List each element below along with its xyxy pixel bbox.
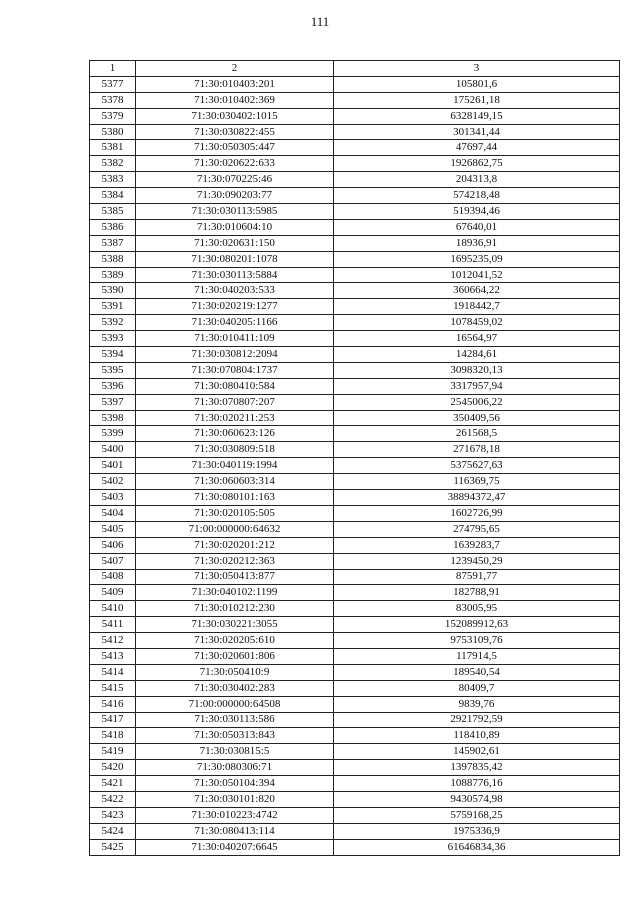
row-number-cell: 5408	[90, 569, 136, 585]
table-row	[90, 283, 620, 299]
cadastral-number-cell: 71:30:020601:806	[136, 648, 334, 664]
table-row	[90, 521, 620, 537]
row-number-cell: 5401	[90, 458, 136, 474]
value-cell: 1012041,52	[334, 267, 620, 283]
row-number-cell: 5417	[90, 712, 136, 728]
row-number-cell: 5418	[90, 728, 136, 744]
row-number-cell: 5410	[90, 601, 136, 617]
cadastral-number-cell: 71:30:050104:394	[136, 776, 334, 792]
table-row	[90, 664, 620, 680]
table-row	[90, 585, 620, 601]
value-cell: 189540,54	[334, 664, 620, 680]
cadastral-number-cell: 71:30:070807:207	[136, 394, 334, 410]
value-cell: 9753109,76	[334, 633, 620, 649]
row-number-cell: 5406	[90, 537, 136, 553]
table-row	[90, 696, 620, 712]
value-cell: 1918442,7	[334, 299, 620, 315]
cadastral-number-cell: 71:30:030822:455	[136, 124, 334, 140]
value-cell: 152089912,63	[334, 617, 620, 633]
table-row	[90, 537, 620, 553]
value-cell: 83005,95	[334, 601, 620, 617]
cadastral-number-cell: 71:00:000000:64508	[136, 696, 334, 712]
data-table	[89, 60, 620, 856]
row-number-cell: 5380	[90, 124, 136, 140]
cadastral-number-cell: 71:30:070225:46	[136, 172, 334, 188]
table-row	[90, 410, 620, 426]
value-cell: 1239450,29	[334, 553, 620, 569]
cadastral-number-cell: 71:30:080101:163	[136, 490, 334, 506]
table-row	[90, 680, 620, 696]
value-cell: 14284,61	[334, 347, 620, 363]
value-cell: 274795,65	[334, 521, 620, 537]
value-cell: 182788,91	[334, 585, 620, 601]
table-row	[90, 728, 620, 744]
value-cell: 2921792,59	[334, 712, 620, 728]
row-number-cell: 5384	[90, 188, 136, 204]
row-number-cell: 5420	[90, 760, 136, 776]
row-number-cell: 5389	[90, 267, 136, 283]
row-number-cell: 5395	[90, 362, 136, 378]
value-cell: 80409,7	[334, 680, 620, 696]
table-row	[90, 299, 620, 315]
table-row	[90, 744, 620, 760]
value-cell: 6328149,15	[334, 108, 620, 124]
table-row	[90, 426, 620, 442]
row-number-cell: 5404	[90, 505, 136, 521]
value-cell: 145902,61	[334, 744, 620, 760]
value-cell: 3098320,13	[334, 362, 620, 378]
row-number-cell: 5409	[90, 585, 136, 601]
row-number-cell: 5392	[90, 315, 136, 331]
cadastral-number-cell: 71:30:080413:114	[136, 823, 334, 839]
value-cell: 61646834,36	[334, 839, 620, 855]
table-row	[90, 823, 620, 839]
cadastral-number-cell: 71:30:010212:230	[136, 601, 334, 617]
row-number-cell: 5386	[90, 219, 136, 235]
table-row	[90, 712, 620, 728]
row-number-cell: 5381	[90, 140, 136, 156]
value-cell: 519394,46	[334, 204, 620, 220]
row-number-cell: 5402	[90, 474, 136, 490]
cadastral-number-cell: 71:30:020201:212	[136, 537, 334, 553]
row-number-cell: 5396	[90, 378, 136, 394]
row-number-cell: 5385	[90, 204, 136, 220]
table-row	[90, 633, 620, 649]
row-number-cell: 5411	[90, 617, 136, 633]
value-cell: 18936,91	[334, 235, 620, 251]
table-row	[90, 458, 620, 474]
table-row	[90, 124, 620, 140]
table-row	[90, 156, 620, 172]
row-number-cell: 5382	[90, 156, 136, 172]
cadastral-number-cell: 71:30:040102:1199	[136, 585, 334, 601]
value-cell: 1926862,75	[334, 156, 620, 172]
value-cell: 350409,56	[334, 410, 620, 426]
cadastral-number-cell: 71:30:020205:610	[136, 633, 334, 649]
row-number-cell: 5424	[90, 823, 136, 839]
cadastral-number-cell: 71:30:010402:369	[136, 92, 334, 108]
row-number-cell: 5421	[90, 776, 136, 792]
value-cell: 204313,8	[334, 172, 620, 188]
column-header-1: 1	[90, 61, 136, 77]
row-number-cell: 5399	[90, 426, 136, 442]
table-row	[90, 807, 620, 823]
table-row	[90, 251, 620, 267]
table-row	[90, 219, 620, 235]
cadastral-number-cell: 71:30:030101:820	[136, 791, 334, 807]
cadastral-number-cell: 71:30:020631:150	[136, 235, 334, 251]
row-number-cell: 5415	[90, 680, 136, 696]
table-row	[90, 553, 620, 569]
table-row	[90, 108, 620, 124]
value-cell: 301341,44	[334, 124, 620, 140]
cadastral-number-cell: 71:30:060623:126	[136, 426, 334, 442]
cadastral-number-cell: 71:30:050313:843	[136, 728, 334, 744]
cadastral-number-cell: 71:30:040205:1166	[136, 315, 334, 331]
value-cell: 271678,18	[334, 442, 620, 458]
table-row	[90, 617, 620, 633]
value-cell: 38894372,47	[334, 490, 620, 506]
cadastral-number-cell: 71:30:030113:5985	[136, 204, 334, 220]
cadastral-number-cell: 71:30:050413:877	[136, 569, 334, 585]
value-cell: 117914,5	[334, 648, 620, 664]
value-cell: 87591,77	[334, 569, 620, 585]
cadastral-number-cell: 71:30:040207:6645	[136, 839, 334, 855]
cadastral-number-cell: 71:30:040203:533	[136, 283, 334, 299]
value-cell: 5759168,25	[334, 807, 620, 823]
column-header-2: 2	[136, 61, 334, 77]
row-number-cell: 5422	[90, 791, 136, 807]
row-number-cell: 5413	[90, 648, 136, 664]
row-number-cell: 5423	[90, 807, 136, 823]
cadastral-number-cell: 71:30:080201:1078	[136, 251, 334, 267]
cadastral-number-cell: 71:30:010403:201	[136, 76, 334, 92]
value-cell: 105801,6	[334, 76, 620, 92]
cadastral-number-cell: 71:30:030812:2094	[136, 347, 334, 363]
table-row	[90, 204, 620, 220]
cadastral-number-cell: 71:30:030402:283	[136, 680, 334, 696]
cadastral-number-cell: 71:30:030815:5	[136, 744, 334, 760]
value-cell: 1639283,7	[334, 537, 620, 553]
page-number: 111	[310, 14, 330, 29]
row-number-cell: 5393	[90, 331, 136, 347]
row-number-cell: 5397	[90, 394, 136, 410]
value-cell: 3317957,94	[334, 378, 620, 394]
table-row	[90, 315, 620, 331]
cadastral-number-cell: 71:00:000000:64632	[136, 521, 334, 537]
cadastral-number-cell: 71:30:090203:77	[136, 188, 334, 204]
row-number-cell: 5387	[90, 235, 136, 251]
cadastral-number-cell: 71:30:010223:4742	[136, 807, 334, 823]
cadastral-number-cell: 71:30:020219:1277	[136, 299, 334, 315]
row-number-cell: 5398	[90, 410, 136, 426]
column-header-3: 3	[334, 61, 620, 77]
table-row	[90, 760, 620, 776]
value-cell: 116369,75	[334, 474, 620, 490]
table-row	[90, 490, 620, 506]
table-row	[90, 362, 620, 378]
row-number-cell: 5414	[90, 664, 136, 680]
row-number-cell: 5416	[90, 696, 136, 712]
cadastral-number-cell: 71:30:010604:10	[136, 219, 334, 235]
value-cell: 1078459,02	[334, 315, 620, 331]
cadastral-number-cell: 71:30:030402:1015	[136, 108, 334, 124]
cadastral-number-cell: 71:30:030221:3055	[136, 617, 334, 633]
table-header	[90, 61, 620, 77]
value-cell: 2545006,22	[334, 394, 620, 410]
row-number-cell: 5405	[90, 521, 136, 537]
cadastral-number-cell: 71:30:020211:253	[136, 410, 334, 426]
row-number-cell: 5394	[90, 347, 136, 363]
table-row	[90, 442, 620, 458]
table-row	[90, 394, 620, 410]
value-cell: 16564,97	[334, 331, 620, 347]
table-body	[90, 76, 620, 855]
table-row	[90, 791, 620, 807]
table-row	[90, 172, 620, 188]
value-cell: 1695235,09	[334, 251, 620, 267]
cadastral-number-cell: 71:30:030113:586	[136, 712, 334, 728]
row-number-cell: 5388	[90, 251, 136, 267]
row-number-cell: 5403	[90, 490, 136, 506]
cadastral-number-cell: 71:30:070804:1737	[136, 362, 334, 378]
value-cell: 1088776,16	[334, 776, 620, 792]
cadastral-number-cell: 71:30:020212:363	[136, 553, 334, 569]
table-row	[90, 378, 620, 394]
row-number-cell: 5425	[90, 839, 136, 855]
value-cell: 1975336,9	[334, 823, 620, 839]
table-row	[90, 267, 620, 283]
header-row	[90, 61, 620, 77]
table-row	[90, 648, 620, 664]
value-cell: 1602726,99	[334, 505, 620, 521]
cadastral-number-cell: 71:30:020105:505	[136, 505, 334, 521]
cadastral-number-cell: 71:30:050305:447	[136, 140, 334, 156]
value-cell: 1397835,42	[334, 760, 620, 776]
cadastral-number-cell: 71:30:030113:5884	[136, 267, 334, 283]
row-number-cell: 5407	[90, 553, 136, 569]
cadastral-number-cell: 71:30:040119:1994	[136, 458, 334, 474]
table-row	[90, 776, 620, 792]
table-row	[90, 505, 620, 521]
table-row	[90, 839, 620, 855]
row-number-cell: 5391	[90, 299, 136, 315]
cadastral-number-cell: 71:30:010411:109	[136, 331, 334, 347]
table-row	[90, 569, 620, 585]
value-cell: 9430574,98	[334, 791, 620, 807]
row-number-cell: 5383	[90, 172, 136, 188]
cadastral-number-cell: 71:30:060603:314	[136, 474, 334, 490]
value-cell: 9839,76	[334, 696, 620, 712]
value-cell: 360664,22	[334, 283, 620, 299]
row-number-cell: 5379	[90, 108, 136, 124]
value-cell: 118410,89	[334, 728, 620, 744]
table-row	[90, 188, 620, 204]
cadastral-number-cell: 71:30:050410:9	[136, 664, 334, 680]
value-cell: 261568,5	[334, 426, 620, 442]
table-row	[90, 140, 620, 156]
value-cell: 574218,48	[334, 188, 620, 204]
table-row	[90, 601, 620, 617]
table-row	[90, 474, 620, 490]
value-cell: 175261,18	[334, 92, 620, 108]
row-number-cell: 5400	[90, 442, 136, 458]
row-number-cell: 5390	[90, 283, 136, 299]
table-row	[90, 76, 620, 92]
table-row	[90, 235, 620, 251]
row-number-cell: 5378	[90, 92, 136, 108]
value-cell: 5375627,63	[334, 458, 620, 474]
value-cell: 67640,01	[334, 219, 620, 235]
cadastral-number-cell: 71:30:080410:584	[136, 378, 334, 394]
row-number-cell: 5419	[90, 744, 136, 760]
row-number-cell: 5412	[90, 633, 136, 649]
row-number-cell: 5377	[90, 76, 136, 92]
value-cell: 47697,44	[334, 140, 620, 156]
cadastral-number-cell: 71:30:020622:633	[136, 156, 334, 172]
table-row	[90, 347, 620, 363]
table-row	[90, 92, 620, 108]
table-row	[90, 331, 620, 347]
cadastral-number-cell: 71:30:030809:518	[136, 442, 334, 458]
cadastral-number-cell: 71:30:080306:71	[136, 760, 334, 776]
